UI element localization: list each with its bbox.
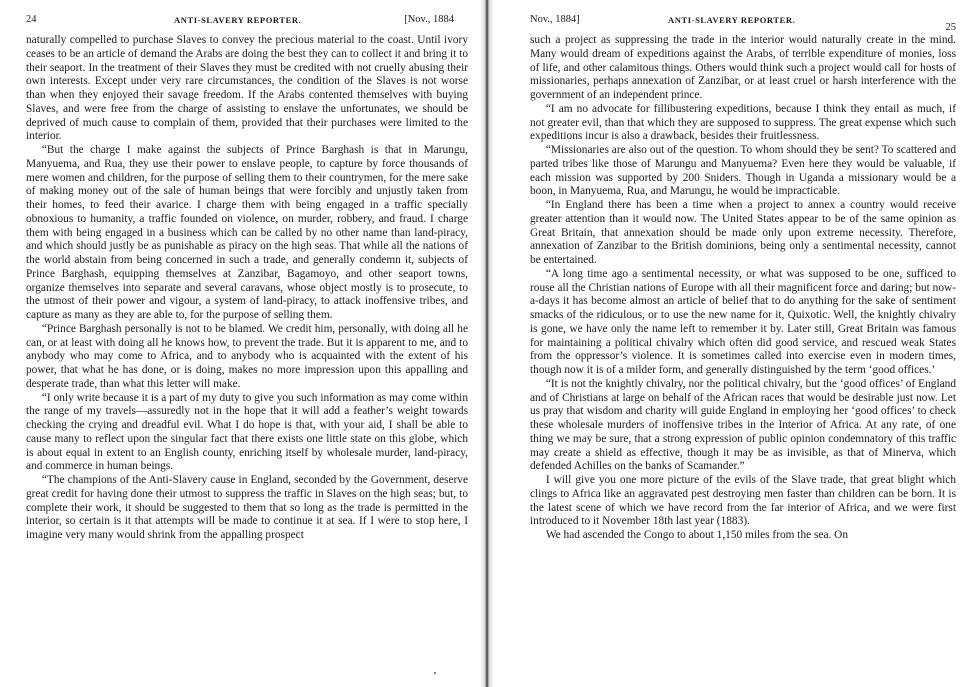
left-running-head: ANTI-SLAVERY REPORTER. <box>174 15 302 25</box>
paragraph: “Missionaries are also out of the question. To whom should they be sent? To scattered and parted tribes like those of Marungu and Manyuema? Even here they would be valuable, if each mission was supported by 200 Sniders. Though in Uganda a missionary would be a boon, in Manyuema, Rua, and Marungu, he would be impracticable. <box>530 144 956 198</box>
paragraph: “I am no advocate for fillibustering expeditions, because I think they entail as much, if not greater evil, than that which they are supposed to suppress. The great expense which such expeditions incur is also a drawback, besides their fruitlessness. <box>530 102 956 143</box>
right-page-body <box>530 34 956 543</box>
paragraph: “It is not the knightly chivalry, nor the political chivalry, but the ‘good offices’ of England and of Christians at large on behalf of the African races that would be desirable just now. Let us pray that wisdom and charity will guide England in employing her ‘good offices’ to check these wholesale murders of inoffensive tribes in the Interior of Africa. At any rate, of one thing we may be sure, that a strong expression of public opinion condemnatory of this traffic may create a shield as effective, though it may be as invisible, as that of Minerva, which defended Achilles on the banks of Scamander.” <box>530 377 956 473</box>
paragraph: such a project as suppressing the trade in the interior would naturally create in the mind. Many would dream of expeditions against the Arabs, of terrible expenditure of monies, loss of life, and other calamitous things. Others would think such a project would call for hosts of missionaries, perhaps annexation of Zanzibar, or at least cruel or harsh interference with the government of an independent prince. <box>530 34 956 101</box>
paragraph: We had ascended the Congo to about 1,150 miles from the sea. On <box>545 529 849 541</box>
paragraph: I will give you one more picture of the evils of the Slave trade, that great blight which clings to Africa like an aggravated pest destroying men faster than children can be born. It is the latest scene of which we have record from the far interior of Africa, and we were first introduced to it November 18th last year (1883). <box>530 474 956 528</box>
paragraph: “But the charge I make against the subjects of Prince Barghash is that in Marungu, Manyuema, and Rua, they use their power to enslave people, to capture by force thousands of mere women and children, for the purpose of selling them to their countrymen, for the mere sake of making money out of the sale of human beings that were forcibly and unjustly taken from their homes, to feed their avarice. I charge them with being engaged in a traffic specially obnoxious to humanity, a traffic founded on violence, on murder, robbery, and fraud. I charge them with being engaged in a business which can be called by no other name than land-piracy, and which should justly be as punishable as piracy on the high seas. That while all the nations of the world abstain from being concerned in such a trade, and generally condemn it, subjects of Prince Barghash, equipping themselves at Zanzibar, Bagamoyo, and other seaport towns, organize themselves into separate and several caravans, whose object mostly is to prosecute, to the utmost of their power and vigour, a system of land-piracy, to attack inoffensive tribes, and capture as many as they are able to, for the purpose of selling them. <box>26 144 468 321</box>
paragraph: naturally compelled to purchase Slaves to convey the precious material to the coast. Until ivory ceases to be an article of demand the Arabs are doing the best they can to collect it and bring it to their seaport. In the treatment of their Slaves they must be credited with not cruelly abusing their own interests. Except under very rare circumstances, the condition of the Slaves is not worse than when they enjoyed their savage freedom. If the Arabs contented themselves with buying Slaves, and were free from the charge of assisting to enslave the unfortunates, we should be deprived of much cause to complain of them, provided that their purchases were limited to the interior. <box>26 34 468 143</box>
right-issue-date: Nov., 1884] <box>530 14 580 25</box>
right-page-header <box>530 14 956 34</box>
left-page-header <box>26 14 468 34</box>
right-page-number: 25 <box>945 22 956 33</box>
left-page-body <box>26 34 468 543</box>
paragraph: “The champions of the Anti-Slavery cause in England, seconded by the Government, deserve great credit for having done their utmost to suppress the traffic in Slaves on the high seas; but, to complete their work, it should be suggested to them that so long as the trade is permitted in the interior, so certain is it that attempts will be made to continue it at sea. If I were to stop here, I imagine very many would shrink from the appalling prospect <box>26 474 468 541</box>
right-page <box>496 0 980 687</box>
left-page-number: 24 <box>26 14 37 25</box>
left-page <box>0 0 484 687</box>
paragraph: “I only write because it is a part of my duty to give you such information as may come within the range of my travels—assuredly not in the hope that it will add a feather’s weight towards checking the crying and dreadful evil. What I do hope is that, with your aid, I shall be able to cause many to reflect upon the singular fact that there exists one little state on this globe, which is about equal in extent to an English county, enriching itself by wholesale murder, land-piracy, and commerce in human beings. <box>26 391 468 473</box>
scan-speck <box>434 672 436 674</box>
paragraph: “In England there has been a time when a project to annex a country would receive greater attention than it would now. The United States appear to be of the same opinion as Great Britain, that annexation should be made only upon extreme necessity. Therefore, annexation of Zanzibar to the British dominions, being only a sentimental necessity, cannot be entertained. <box>530 199 956 266</box>
paragraph: “Prince Barghash personally is not to be blamed. We credit him, personally, with doing all he can, or at least with doing all he knows how, to prevent the trade. But it is apparent to me, and to anybody who may come to Africa, and to anybody who is acquainted with the extent of his power, that what he has done, or is doing, makes no more impression upon this appalling and desperate trade, than what this letter will make. <box>26 322 468 390</box>
book-spine <box>480 0 494 687</box>
right-running-head: ANTI-SLAVERY REPORTER. <box>668 15 796 25</box>
paragraph: “A long time ago a sentimental necessity, or what was supposed to be one, sufficed to rouse all the Christian nations of Europe with all their magnificent force and daring; but now-a-days it has become almost an article of belief that to do anything for the sake of sentiment smacks of the ridiculous, or to use the new name for it, Quixotic. Well, the knightly chivalry is gone, we have only the name left to remember it by. Later still, Great Britain was famous for maintaining a political chivalry which often did good service, and rescued weak States from the oppressor’s violence. It is sometimes called into exercise even in modern times, though now it is of a milder form, and generally distinguished by the term ‘good offices.’ <box>530 267 956 376</box>
left-issue-date: [Nov., 1884 <box>404 14 454 25</box>
